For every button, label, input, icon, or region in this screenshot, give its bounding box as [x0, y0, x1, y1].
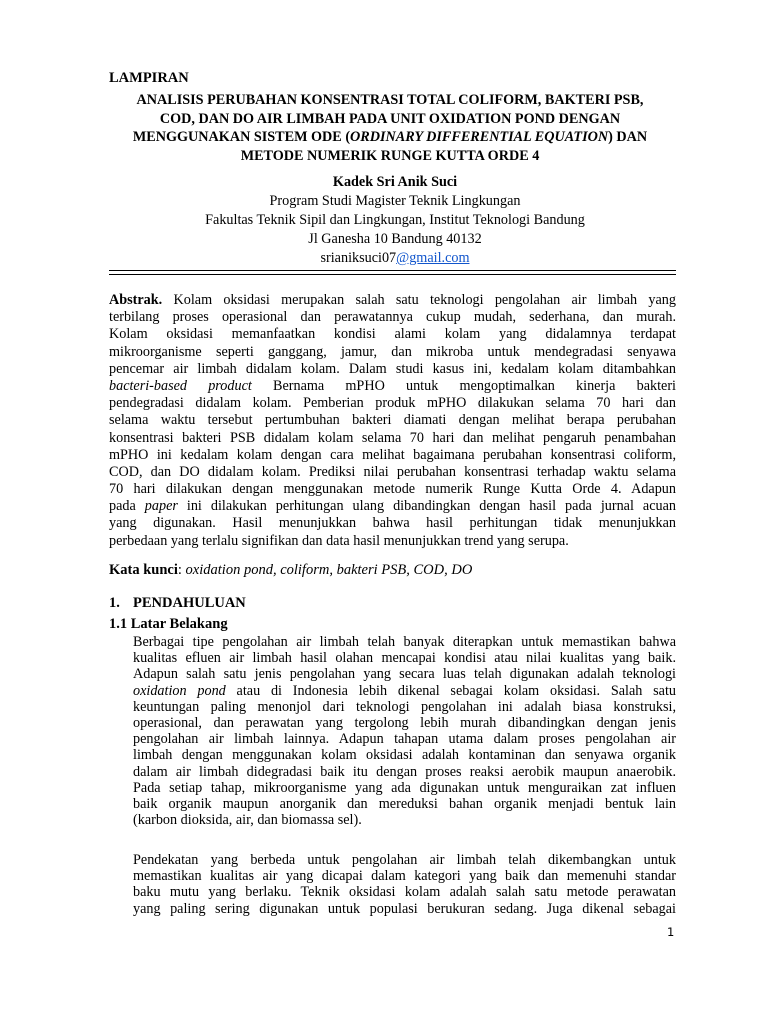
paragraph-line: yang paling sering digunakan untuk populasi berukuran sedang. Juga dikenal sebagai	[133, 900, 676, 917]
page-number: 1	[667, 925, 675, 939]
abstract-text: ini dilakukan perhitungan ulang dibandingkan dengan hasil pada jurnal acuan	[186, 498, 676, 515]
paragraph-line: kualitas efluen air limbah hasil olahan mencapai kondisi atau nilai kualitas yang baik.	[133, 650, 676, 667]
title-line-2: COD, DAN DO AIR LIMBAH PADA UNIT OXIDATION POND DENGAN	[159, 110, 621, 127]
abstract-line: perbedaan yang terlalu signifikan dan data hasil menunjukkan trend yang serupa.	[109, 532, 569, 549]
title-line-3	[100, 128, 680, 147]
abstract-line: yang digunakan. Hasil menunjukkan bahwa hasil perhitungan tidak menunjukkan	[109, 515, 676, 532]
paragraph-line: Pada setiap tahap, mikroorganisme yang ada digunakan untuk menguraikan zat influen	[133, 779, 676, 796]
keywords-separator: :	[177, 562, 186, 578]
appendix-label: LAMPIRAN	[109, 70, 189, 86]
keywords-label: Kata kunci	[109, 562, 178, 578]
paragraph-1	[133, 634, 676, 828]
author-block	[100, 173, 690, 268]
title-line-4: METODE NUMERIK RUNGE KUTTA ORDE 4	[240, 147, 540, 164]
author-program: Program Studi Magister Teknik Lingkungan	[269, 193, 521, 209]
paragraph-italic-term: oxidation pond	[133, 682, 226, 699]
paragraph-line: Berbagai tipe pengolahan air limbah telah banyak diterapkan untuk memastikan bahwa	[133, 634, 676, 650]
paragraph-text: atau di Indonesia lebih dikenal sebagai kolam oksidasi. Salah satu	[225, 682, 676, 699]
title-line-3-pre: MENGGUNAKAN SISTEM ODE (	[132, 129, 351, 145]
abstract-line: mikroorganisme seperti ganggang, jamur, dan mikroba untuk mendegradasi senyawa	[109, 343, 676, 360]
paragraph-line: keuntungan paling menonjol dari teknologi pengolahan ini adalah biasa konstruksi,	[133, 698, 676, 715]
paragraph-line: baik organik maupun anorganik dan mereduksi bahan organik menjadi bentuk lain	[133, 795, 676, 812]
paragraph-line	[133, 683, 676, 699]
abstract-line	[109, 292, 676, 309]
section-number: 1.	[109, 595, 120, 611]
abstract-line: mPHO ini kedalam kolam dengan cara melihat bagaimana perubahan konsentrasi coliform,	[109, 446, 676, 463]
section-heading	[109, 595, 246, 612]
author-name: Kadek Sri Anik Suci	[332, 174, 458, 190]
author-faculty: Fakultas Teknik Sipil dan Lingkungan, Institut Teknologi Bandung	[205, 212, 585, 228]
abstract-italic-term: paper	[144, 498, 178, 515]
title-line-3-post: ) DAN	[608, 129, 648, 145]
abstract-line: 70 hari dilakukan dengan menggunakan metode numerik Runge Kutta Orde 4. Adapun	[109, 481, 676, 498]
paragraph-line: Pendekatan yang berbeda untuk pengolahan air limbah telah dikembangkan untuk	[133, 852, 676, 868]
section-title: PENDAHULUAN	[133, 595, 246, 611]
header-divider-bottom	[109, 274, 676, 275]
abstract-line: pendegradasi didalam kolam. Pemberian produk mPHO dilakukan selama 70 hari dan	[109, 395, 676, 412]
paragraph-line: dalam air limbah didegradasi baik itu dengan proses reaksi aerobik maupun anaerobik.	[133, 763, 676, 780]
abstract-text: pada	[109, 498, 145, 515]
paragraph-line: operasional, dan perawatan yang tergolong lebih murah dibandingkan dengan jenis	[133, 714, 676, 731]
keywords	[109, 562, 472, 579]
abstract	[109, 292, 676, 550]
paragraph-line: Adapun salah satu jenis pengolahan yang secara luas telah digunakan adalah teknologi	[133, 666, 676, 683]
paragraph-line: baku mutu yang berlaku. Teknik oksidasi kolam adalah salah satu metode perawatan	[133, 884, 676, 901]
abstract-line	[109, 498, 676, 515]
author-address: Jl Ganesha 10 Bandung 40132	[308, 231, 482, 247]
abstract-line: konsentrasi bakteri PSB didalam kolam selama 70 hari dan melihat pengaruh penambahan	[109, 429, 676, 446]
abstract-line: terbilang proses operasional dan perawatannya cukup mudah, sederhana, dan murah.	[109, 309, 676, 326]
email-link[interactable]: @gmail.com	[396, 250, 470, 266]
subsection-heading: 1.1 Latar Belakang	[109, 616, 228, 632]
abstract-text: Bernama mPHO untuk mengoptimalkan kinerja bakteri	[273, 377, 676, 394]
email-user: srianiksuci07	[320, 250, 397, 266]
paragraph-line: memastikan kualitas air yang dicapai dalam kategori yang baik dan memenuhi standar	[133, 868, 676, 885]
author-email	[100, 249, 690, 268]
title-line-3-italic: ORDINARY DIFFERENTIAL EQUATION	[350, 129, 609, 145]
abstract-text: Kolam oksidasi merupakan salah satu teknologi pengolahan air limbah yang	[162, 292, 676, 308]
abstract-label: Abstrak.	[109, 292, 163, 308]
abstract-line: selama waktu tersebut pertumbuhan bakteri diamati dengan melihat berapa perubahan	[109, 412, 676, 429]
paragraph-line: (karbon dioksida, air, dan biomassa sel).	[133, 812, 362, 829]
paragraph-line: pengolahan air limbah lainnya. Adapun tahapan utama dalam proses pengolahan air	[133, 731, 676, 748]
paragraph-line: limbah dengan menggunakan kolam oksidasi adalah kontaminan dan senyawa organik	[133, 747, 676, 764]
abstract-italic-term: bacteri-based product	[109, 377, 252, 394]
keywords-value: oxidation pond, coliform, bakteri PSB, COD, DO	[185, 562, 473, 578]
paragraph-2	[133, 852, 676, 917]
title-line-1: ANALISIS PERUBAHAN KONSENTRASI TOTAL COLIFORM, BAKTERI PSB,	[136, 92, 644, 108]
header-divider-top	[109, 270, 676, 271]
abstract-line: Kolam oksidasi memanfaatkan kondisi alami kolam yang didalamnya terdapat	[109, 326, 676, 343]
abstract-line: COD, dan DO didalam kolam. Prediksi nilai perubahan konsentrasi terhadap waktu selama	[109, 463, 676, 480]
abstract-line: pencemar air limbah didalam kolam. Dalam studi kasus ini, kedalam kolam ditambahkan	[109, 360, 676, 377]
paper-title	[100, 91, 680, 165]
abstract-line	[109, 378, 676, 395]
